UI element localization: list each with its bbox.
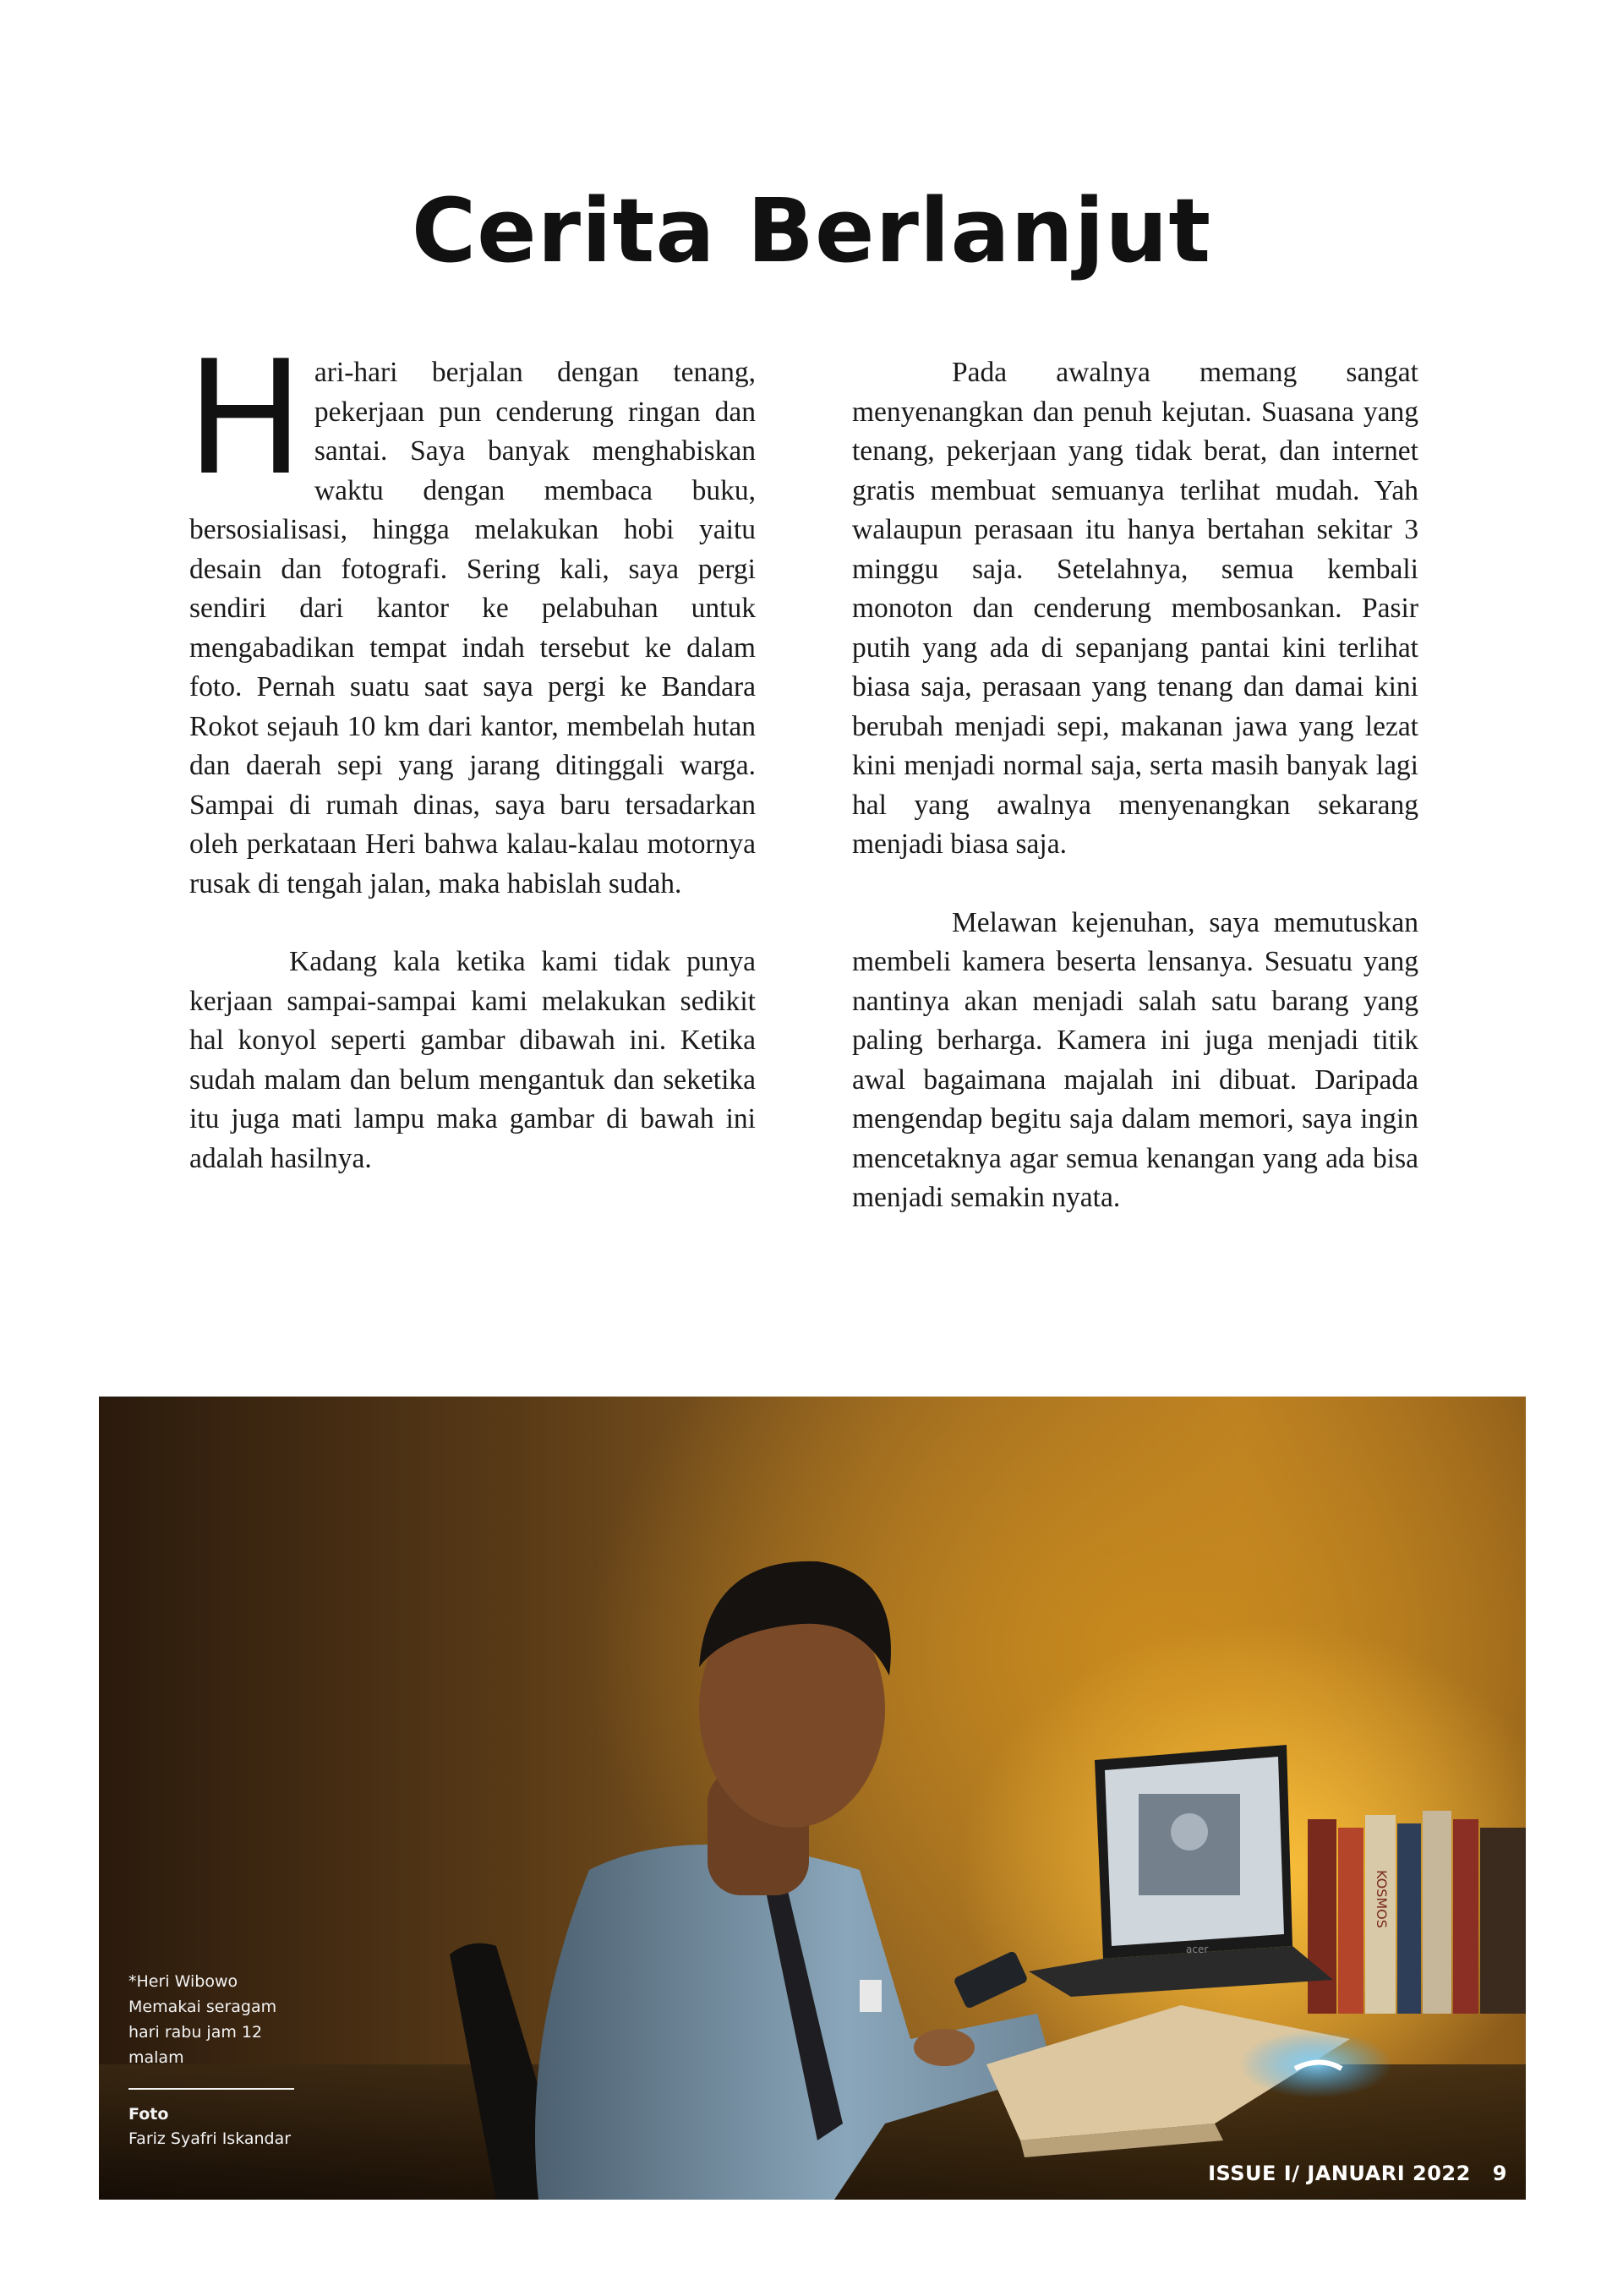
- laptop-brand-label: acer: [1186, 1943, 1209, 1955]
- photo-illustration: [99, 1397, 1526, 2200]
- books-icon: [1308, 1811, 1526, 2014]
- feature-photo: [99, 1397, 1526, 2200]
- paragraph-4: Melawan kejenuhan, saya memutuskan membeli kamera beserta lensanya. Sesuatu yang nantinya akan menjadi salah satu barang yang paling berharga. Kamera ini juga menjadi titik awal bagaimana majalah ini dibuat. Daripada mengendap begitu saja dalam memori, saya ingin mencetaknya agar semua kenangan yang ada bisa menjadi semakin nyata.: [852, 906, 1418, 1213]
- left-column: [186, 326, 756, 1217]
- issue-label: ISSUE I/ JANUARI 2022: [1208, 2162, 1471, 2185]
- page-number: 9: [1492, 2162, 1507, 2185]
- paragraph-1-text: ari-hari berjalan dengan tenang, pekerjaan pun cenderung ringan dan santai. Saya banyak menghabiskan waktu dengan membaca buku, bersosialisasi, hingga melakukan hobi yaitu desain dan fotografi. Sering kali, saya pergi sendiri dari kantor ke pelabuhan untuk mengabadikan tempat indah tersebut ke dalam foto. Pernah suatu saat saya pergi ke Bandara Rokot sejauh 10 km dari kantor, membelah hutan dan daerah sepi yang jarang ditinggali warga. Sampai di rumah dinas, saya baru tersadarkan oleh perkataan Heri bahwa kalau-kalau motornya rusak di tengah jalan, maka habislah sudah.: [189, 357, 756, 899]
- drop-cap: H: [186, 326, 304, 510]
- laptop-icon: [1029, 1745, 1333, 1997]
- paragraph-3: Pada awalnya memang sangat menyenangkan dan penuh kejutan. Suasana yang tenang, pekerjaan yang tidak berat, dan internet gratis membuat semuanya terlihat mudah. Yah walaupun perasaan itu hanya bertahan sekitar 3 minggu saja. Setelahnya, semua kembali monoton dan cenderung membosankan. Pasir putih yang ada di sepanjang pantai kini terlihat biasa saja, perasaan yang tenang dan damai kini berubah menjadi sepi, makanan jawa yang lezat kini menjadi normal saja, serta masih banyak lagi hal yang awalnya menyenangkan sekarang menjadi biasa saja.: [852, 357, 1418, 860]
- book-spine-label: KOSMOS: [1374, 1870, 1390, 1928]
- paragraph-2: Kadang kala ketika kami tidak punya kerjaan sampai-sampai kami melakukan sedikit hal konyol seperti gambar dibawah ini. Ketika sudah malam dan belum mengantuk dan seketika itu juga mati lampu maka gambar di bawah ini adalah hasilnya.: [189, 946, 756, 1174]
- photo-caption: *Heri Wibowo Memakai seragam hari rabu jam 12 malam: [128, 1972, 277, 2067]
- photo-credit-name: Fariz Syafri Iskandar: [128, 2129, 292, 2148]
- page-footer: [1208, 2162, 1507, 2185]
- right-column: [852, 353, 1418, 1257]
- paragraph-1: [186, 326, 756, 904]
- caption-divider: [128, 2088, 294, 2090]
- page-title: Cerita Berlanjut: [411, 179, 1212, 282]
- photo-credit-label: Foto: [128, 2105, 169, 2124]
